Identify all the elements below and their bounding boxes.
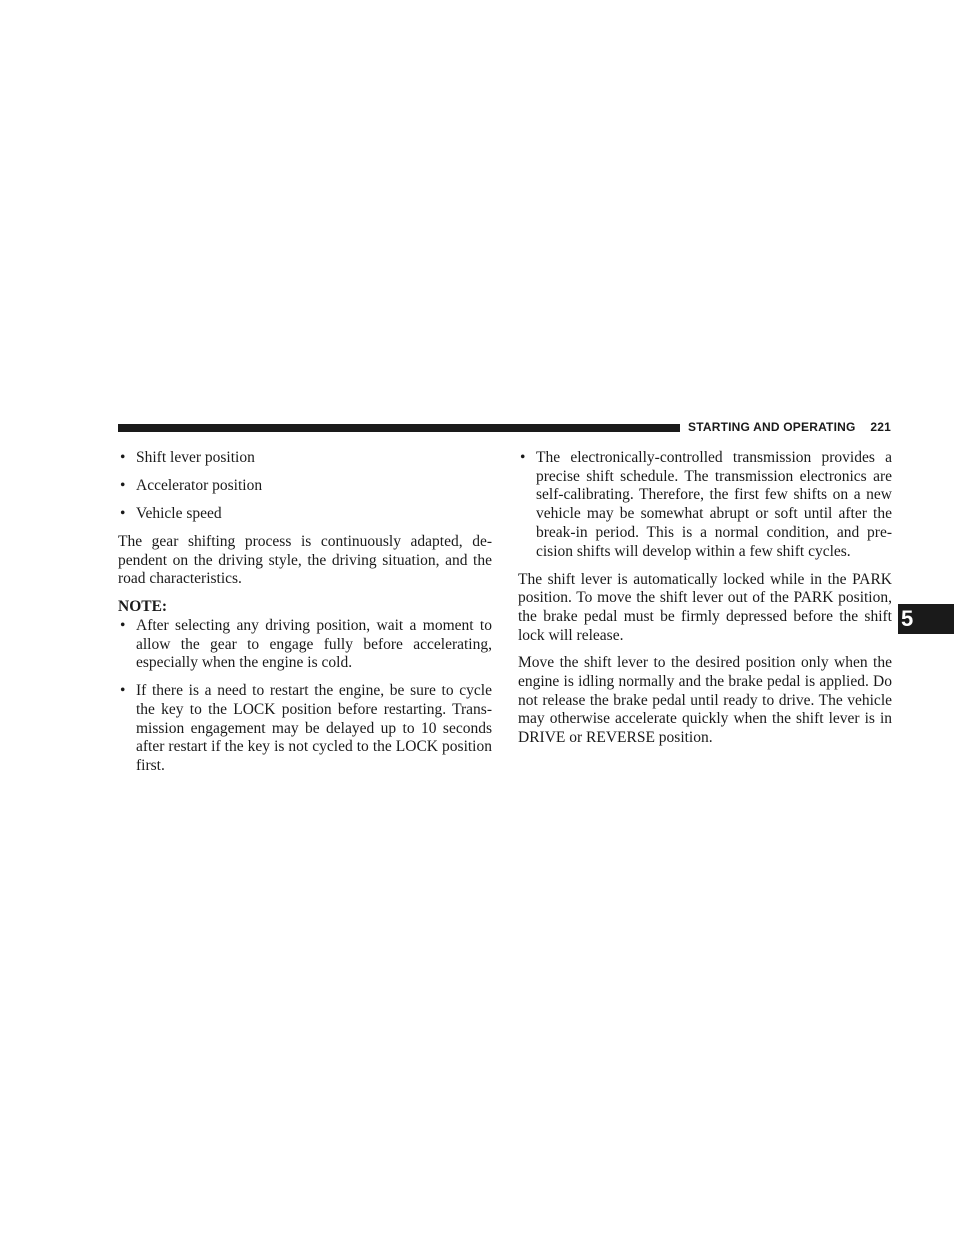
- list-item: • Accelerator position: [120, 477, 263, 494]
- bullet-icon: •: [120, 505, 126, 522]
- page-number: 221: [870, 420, 891, 434]
- body-paragraph: The shift lever is automatically locked while in the PARK position. To move the shift lever out of the PARK position, the brake pedal must be firmly depressed before the shift lock will release.: [518, 570, 892, 644]
- list-item: • Vehicle speed: [120, 505, 222, 522]
- bullet-icon: •: [120, 449, 126, 466]
- section-title: STARTING AND OPERATING: [688, 420, 856, 434]
- note-label: NOTE:: [118, 598, 168, 616]
- running-header: [688, 420, 891, 434]
- note-list: [118, 617, 492, 776]
- list-item: • Shift lever position: [120, 449, 255, 466]
- bullet-icon: •: [120, 477, 126, 494]
- transmission-list: [518, 449, 892, 561]
- input-factors-list: [118, 449, 492, 524]
- list-item: • If there is a need to restart the engine, be sure to cycle the key to the LOCK position before restarting. Trans-mission engagement may be delayed up to 10 seconds after restart if the key is not cycled to the LOCK position first.: [120, 682, 492, 775]
- chapter-tab: 5: [898, 604, 954, 634]
- right-column: [518, 449, 892, 757]
- list-item: • After selecting any driving position, wait a moment to allow the gear to engage fully before accelerating, especially when the engine is cold.: [120, 616, 492, 672]
- header-rule: [118, 424, 680, 432]
- bullet-icon: •: [520, 449, 526, 466]
- body-paragraph: The gear shifting process is continuously adapted, de-pendent on the driving style, the driving situation, and the road characteristics.: [118, 533, 492, 588]
- bullet-icon: •: [120, 616, 126, 634]
- list-item: • The electronically-controlled transmission provides a precise shift schedule. The transmission electronics are self-calibrating. Therefore, the first few shifts on a new vehicle may be somewhat abrupt or soft until after the break-in period. This is a normal condition, and pre-cision shifts will develop within a few shift cycles.: [520, 449, 892, 560]
- body-paragraph: Move the shift lever to the desired position only when the engine is idling normally and the brake pedal is applied. Do not release the brake pedal until ready to drive. The vehicle may otherwise accelerate quickly when the shift lever is in DRIVE or REVERSE position.: [518, 654, 892, 747]
- left-column: [118, 449, 492, 785]
- bullet-icon: •: [120, 682, 126, 700]
